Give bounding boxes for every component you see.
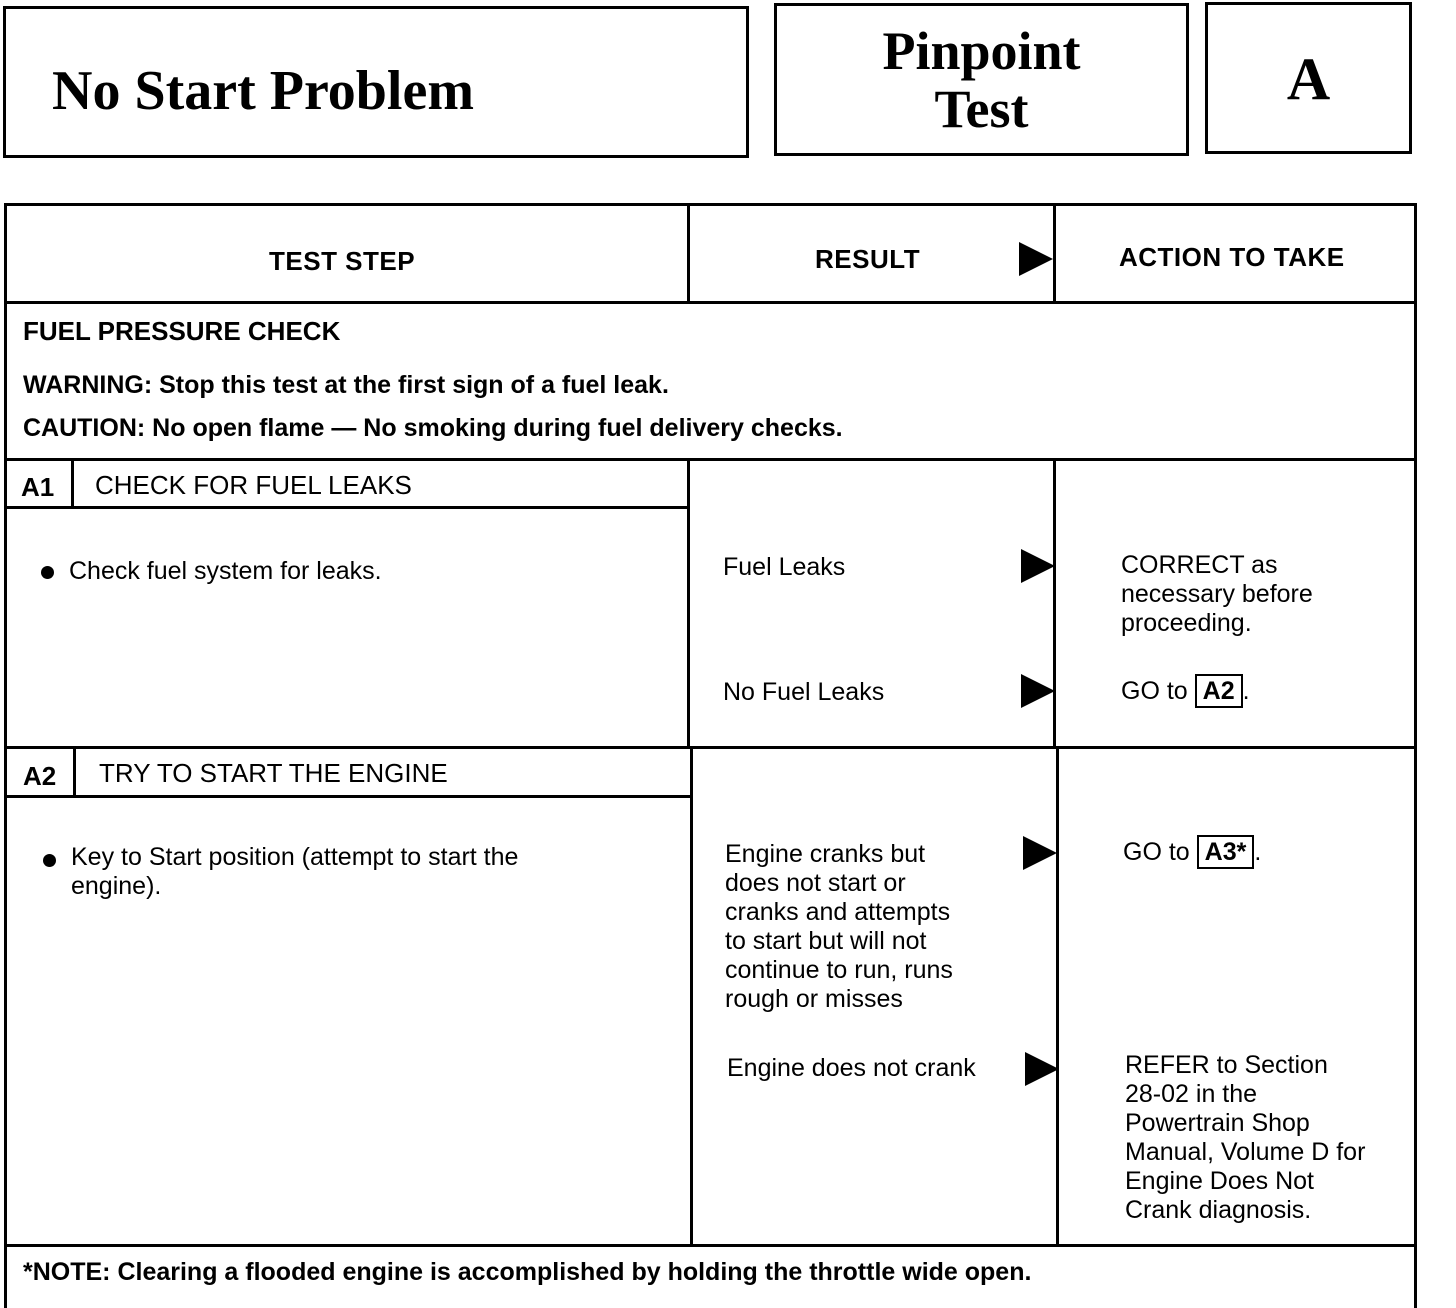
a2-bullet-icon (43, 854, 56, 867)
column-header-test-step: TEST STEP (269, 246, 416, 276)
a1-action-1-line1: CORRECT as (1121, 551, 1278, 579)
header-bottom-rule (7, 301, 1414, 304)
a1-action-1-line2: necessary before (1121, 580, 1313, 608)
a1-result-1-arrow-icon (1021, 549, 1055, 583)
column-header-result: RESULT (815, 244, 921, 274)
a2-divider-2 (1056, 746, 1059, 1244)
a2-result-1-line1: Engine cranks but (725, 840, 926, 868)
test-letter-box (1205, 2, 1412, 154)
goto-a3-ref[interactable]: A3* (1197, 835, 1255, 869)
pinpoint-test-box (774, 3, 1189, 156)
a2-action-2-line6: Crank diagnosis. (1125, 1196, 1312, 1224)
step-title-a2: TRY TO START THE ENGINE (99, 758, 448, 788)
caution-label: CAUTION: (23, 414, 146, 442)
a2-action-2-line3: Powertrain Shop (1125, 1109, 1310, 1137)
a1-action-2 (1121, 674, 1250, 708)
a2-title-rule (7, 795, 690, 798)
a2-action-2-line5: Engine Does Not (1125, 1167, 1315, 1195)
header-divider-2 (1053, 206, 1056, 301)
goto-a2-ref[interactable]: A2 (1195, 674, 1243, 708)
section-title: FUEL PRESSURE CHECK (23, 316, 341, 346)
a2-result-1-arrow-icon (1023, 836, 1057, 870)
warning-label: WARNING: (23, 371, 153, 399)
a1-label-divider (71, 458, 74, 506)
warning-text: Stop this test at the first sign of a fuel leak. (159, 371, 669, 399)
a2-result-1-line6: rough or misses (725, 985, 903, 1013)
a2-label-divider (73, 746, 76, 796)
a2-result-1-line2: does not start or (725, 869, 906, 897)
a2-result-2-arrow-icon (1025, 1052, 1059, 1086)
a2-divider-1 (690, 746, 693, 1244)
a1-result-2-arrow-icon (1021, 674, 1055, 708)
a2-action-2-line1: REFER to Section (1125, 1051, 1328, 1079)
a1-action-2-prefix: GO to (1121, 677, 1188, 705)
footnote: *NOTE: Clearing a flooded engine is accomplished by holding the throttle wide open. (23, 1258, 1032, 1286)
a2-result-1-line5: continue to run, runs (725, 956, 953, 984)
a2-action-1-prefix: GO to (1123, 838, 1190, 866)
warning-line (23, 371, 669, 400)
a1-instruction: Check fuel system for leaks. (69, 557, 382, 585)
a1-bottom-rule (7, 746, 1414, 749)
a1-action-2-suffix: . (1242, 677, 1250, 705)
a2-instruction (71, 843, 518, 901)
header-divider-1 (687, 206, 690, 301)
a2-action-2-line4: Manual, Volume D for (1125, 1138, 1366, 1166)
section-bottom-rule (7, 458, 1414, 461)
a2-result-1-line3: cranks and attempts (725, 898, 951, 926)
a1-action-1-line3: proceeding. (1121, 609, 1252, 637)
a1-bullet-icon (41, 566, 54, 579)
a2-result-1 (725, 840, 953, 1014)
document-title: No Start Problem (52, 60, 474, 122)
a2-result-2: Engine does not crank (727, 1054, 976, 1082)
test-letter: A (1286, 46, 1331, 112)
a2-result-1-line4: to start but will not (725, 927, 927, 955)
a2-bottom-rule (7, 1244, 1417, 1247)
caution-line (23, 414, 843, 443)
a1-result-1: Fuel Leaks (723, 553, 846, 581)
pinpoint-line1: Pinpoint (882, 21, 1081, 81)
a1-divider-1 (687, 458, 690, 746)
a1-result-2: No Fuel Leaks (723, 678, 885, 706)
result-arrow-icon (1019, 242, 1053, 276)
a2-action-1 (1123, 835, 1261, 869)
a1-action-1 (1121, 551, 1313, 638)
pinpoint-test-table (4, 203, 1417, 1308)
step-id-a2: A2 (23, 761, 57, 791)
a2-instruction-line1: Key to Start position (attempt to start the (71, 843, 519, 871)
pinpoint-test-label (777, 22, 1186, 138)
a2-action-1-suffix: . (1254, 838, 1262, 866)
a2-instruction-line2: engine). (71, 872, 162, 900)
a2-action-2 (1125, 1051, 1365, 1225)
a2-action-2-line2: 28-02 in the (1125, 1080, 1258, 1108)
caution-text: No open flame — No smoking during fuel delivery checks. (152, 414, 843, 442)
step-id-a1: A1 (21, 472, 55, 502)
title-box (3, 6, 749, 158)
pinpoint-line2: Test (934, 79, 1029, 139)
a1-title-rule (7, 506, 687, 509)
column-header-action: ACTION TO TAKE (1119, 242, 1345, 272)
step-title-a1: CHECK FOR FUEL LEAKS (95, 470, 412, 500)
